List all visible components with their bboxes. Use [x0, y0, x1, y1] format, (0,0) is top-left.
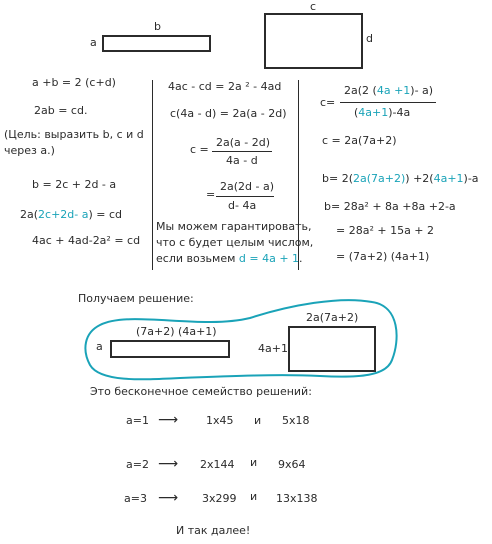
family-row3-y: 13x138: [276, 492, 318, 505]
label-a: a: [90, 36, 97, 49]
solution-heading: Получаем решение:: [78, 292, 194, 305]
col2-note-line1: Мы можем гарантировать,: [156, 220, 312, 233]
col3-b-mid: ) +2(: [405, 172, 434, 185]
family-row2-a: a=2: [126, 458, 149, 471]
col3-c-equation: c = 2a(7a+2): [322, 134, 397, 147]
col3-b-highlight1: 2a(7a+2): [353, 172, 406, 185]
col2-note-line2: что c будет целым числом,: [156, 236, 314, 249]
family-row1-y: 5x18: [282, 414, 310, 427]
family-row2-and: и: [250, 456, 258, 469]
label-c: c: [310, 0, 317, 13]
family-row1-a: a=1: [126, 414, 149, 427]
family-ending: И так далее!: [176, 524, 251, 537]
solution-rect1-left-label: a: [96, 340, 103, 353]
col3-c-num-highlight: 4a +1: [376, 84, 411, 97]
col1-eq5: 4ac + 4ad-2a² = cd: [32, 234, 141, 247]
col3-c-lhs: c=: [320, 96, 336, 109]
solution-rect2-left-label: 4a+1: [258, 342, 288, 355]
col2-eq2: c(4a - d) = 2a(a - 2d): [170, 107, 287, 120]
col2-note-condition: d = 4a + 1: [238, 252, 300, 265]
col1-eq4-pre: 2a(: [20, 208, 39, 221]
col3-c-num-post: )- a): [410, 84, 434, 97]
family-row3-a: a=3: [124, 492, 147, 505]
family-row2-y: 9x64: [278, 458, 306, 471]
col2-frac1-lhs: c =: [190, 143, 209, 156]
col1-eq2: 2ab = cd.: [34, 104, 88, 117]
col3-b-step4: = (7a+2) (4a+1): [336, 250, 430, 263]
col2-frac2-denominator: d- 4a: [228, 199, 257, 212]
col2-frac1-numerator: 2a(a - 2d): [216, 136, 271, 149]
family-row1-and: и: [254, 414, 262, 427]
family-row1-x: 1x45: [206, 414, 234, 427]
col2-frac1-denominator: 4a - d: [226, 154, 258, 167]
family-heading: Это бесконечное семейство решений:: [90, 385, 312, 398]
family-row3-x: 3x299: [202, 492, 237, 505]
col1-eq1: a +b = 2 (c+d): [32, 76, 116, 89]
col3-b-pre: b= 2(: [322, 172, 353, 185]
col3-b-step2: b= 28a² + 8a +8a +2-a: [324, 200, 456, 213]
col3-b-step3: = 28a² + 15a + 2: [336, 224, 435, 237]
family-row3-and: и: [250, 490, 258, 503]
arrow-right-icon: ⟶: [158, 456, 179, 472]
solution-rect-2: [288, 326, 376, 372]
col1-goal-line2: через a.): [4, 144, 55, 157]
col2-frac2-lhs: =: [206, 188, 216, 201]
col3-b-highlight2: 4a+1: [433, 172, 464, 185]
col1-eq3: b = 2c + 2d - a: [32, 178, 117, 191]
col3-c-den-highlight: 4a+1: [358, 106, 389, 119]
col3-c-den-pre: (: [354, 106, 359, 119]
col2-note-line3-post: .: [299, 252, 303, 265]
col1-eq4-highlight: 2c+2d- a: [38, 208, 89, 221]
label-b: b: [154, 20, 161, 33]
family-row2-x: 2x144: [200, 458, 235, 471]
col2-eq1: 4ac - cd = 2a ² - 4ad: [168, 80, 282, 93]
label-d: d: [366, 32, 373, 45]
col1-goal-line1: (Цель: выразить b, c и d: [4, 128, 144, 141]
col3-c-num-pre: 2a(2 (: [344, 84, 377, 97]
solution-rect2-top-label: 2a(7a+2): [306, 311, 359, 324]
solution-rect-1: [110, 340, 230, 358]
col2-frac2-numerator: 2a(2d - a): [220, 180, 275, 193]
col3-c-den-post: )-4a: [388, 106, 411, 119]
col1-eq4-post: ) = cd: [88, 208, 123, 221]
col2-note-line3-pre: если возьмем: [156, 252, 239, 265]
col3-b-post: )-a: [463, 172, 479, 185]
arrow-right-icon: ⟶: [158, 490, 179, 506]
solution-rect1-top-label: (7a+2) (4a+1): [136, 325, 217, 338]
arrow-right-icon: ⟶: [158, 412, 179, 428]
